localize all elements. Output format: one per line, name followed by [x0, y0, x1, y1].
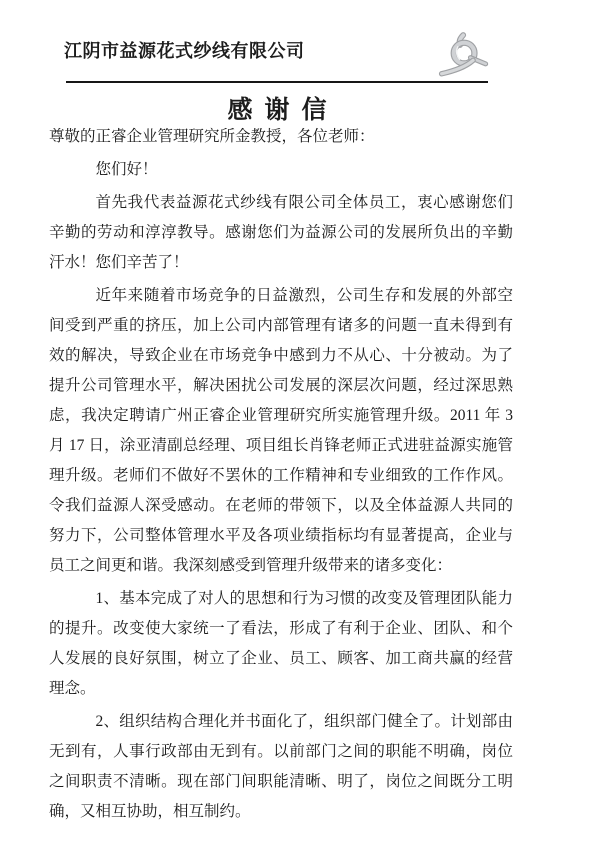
- letter-paragraph: 2、组织结构合理化并书面化了，组织部门健全了。计划部由无到有，人事行政部由无到有。以前部门之间的职能不明确，岗位之间职责不清晰。现在部门间职能清晰、明了，岗位之间既分工明确，又相互协助，相互制约。: [49, 713, 513, 820]
- yarn-knot-icon: [438, 30, 492, 78]
- letter-paragraphs: [49, 155, 513, 827]
- letterhead-company-name: 江阴市益源花式纱线有限公司: [64, 41, 305, 61]
- letterhead-divider: [66, 81, 488, 83]
- letter-salutation: 尊敬的正睿企业管理研究所金教授，各位老师：: [49, 128, 375, 145]
- letter-body: [49, 122, 513, 830]
- letter-title: 感谢信: [227, 97, 339, 124]
- letter-paragraph: 近年来随着市场竞争的日益激烈，公司生存和发展的外部空间受到严重的挤压，加上公司内部管理有诸多的问题一直未得到有效的解决，导致企业在市场竞争中感到力不从心、十分被动。为了提升公司管理水平，解决困扰公司发展的深层次问题，经过深思熟虑，我决定聘请广州正睿企业管理研究所实施管理升级。2011 年 3 月 17 日，涂亚清副总经理、项目组长肖锋老师正式进驻益源实施管理升级。老师们不做好不罢休的工作精神和专业细致的工作作风。令我们益源人深受感动。在老师的带领下，以及全体益源人共同的努力下，公司整体管理水平及各项业绩指标均有显著提高，企业与员工之间更和谐。我深刻感受到管理升级带来的诸多变化：: [49, 287, 513, 574]
- letter-paragraph: 首先我代表益源花式纱线有限公司全体员工，衷心感谢您们辛勤的劳动和淳淳教导。感谢您们为益源公司的发展所负出的辛勤汗水！您们辛苦了！: [49, 194, 513, 271]
- letter-paragraph: 您们好！: [95, 161, 158, 178]
- letter-paragraph: 1、基本完成了对人的思想和行为习惯的改变及管理团队能力的提升。改变使大家统一了看法，形成了有利于企业、团队、和个人发展的良好氛围，树立了企业、员工、顾客、加工商共赢的经营理念。: [49, 590, 513, 697]
